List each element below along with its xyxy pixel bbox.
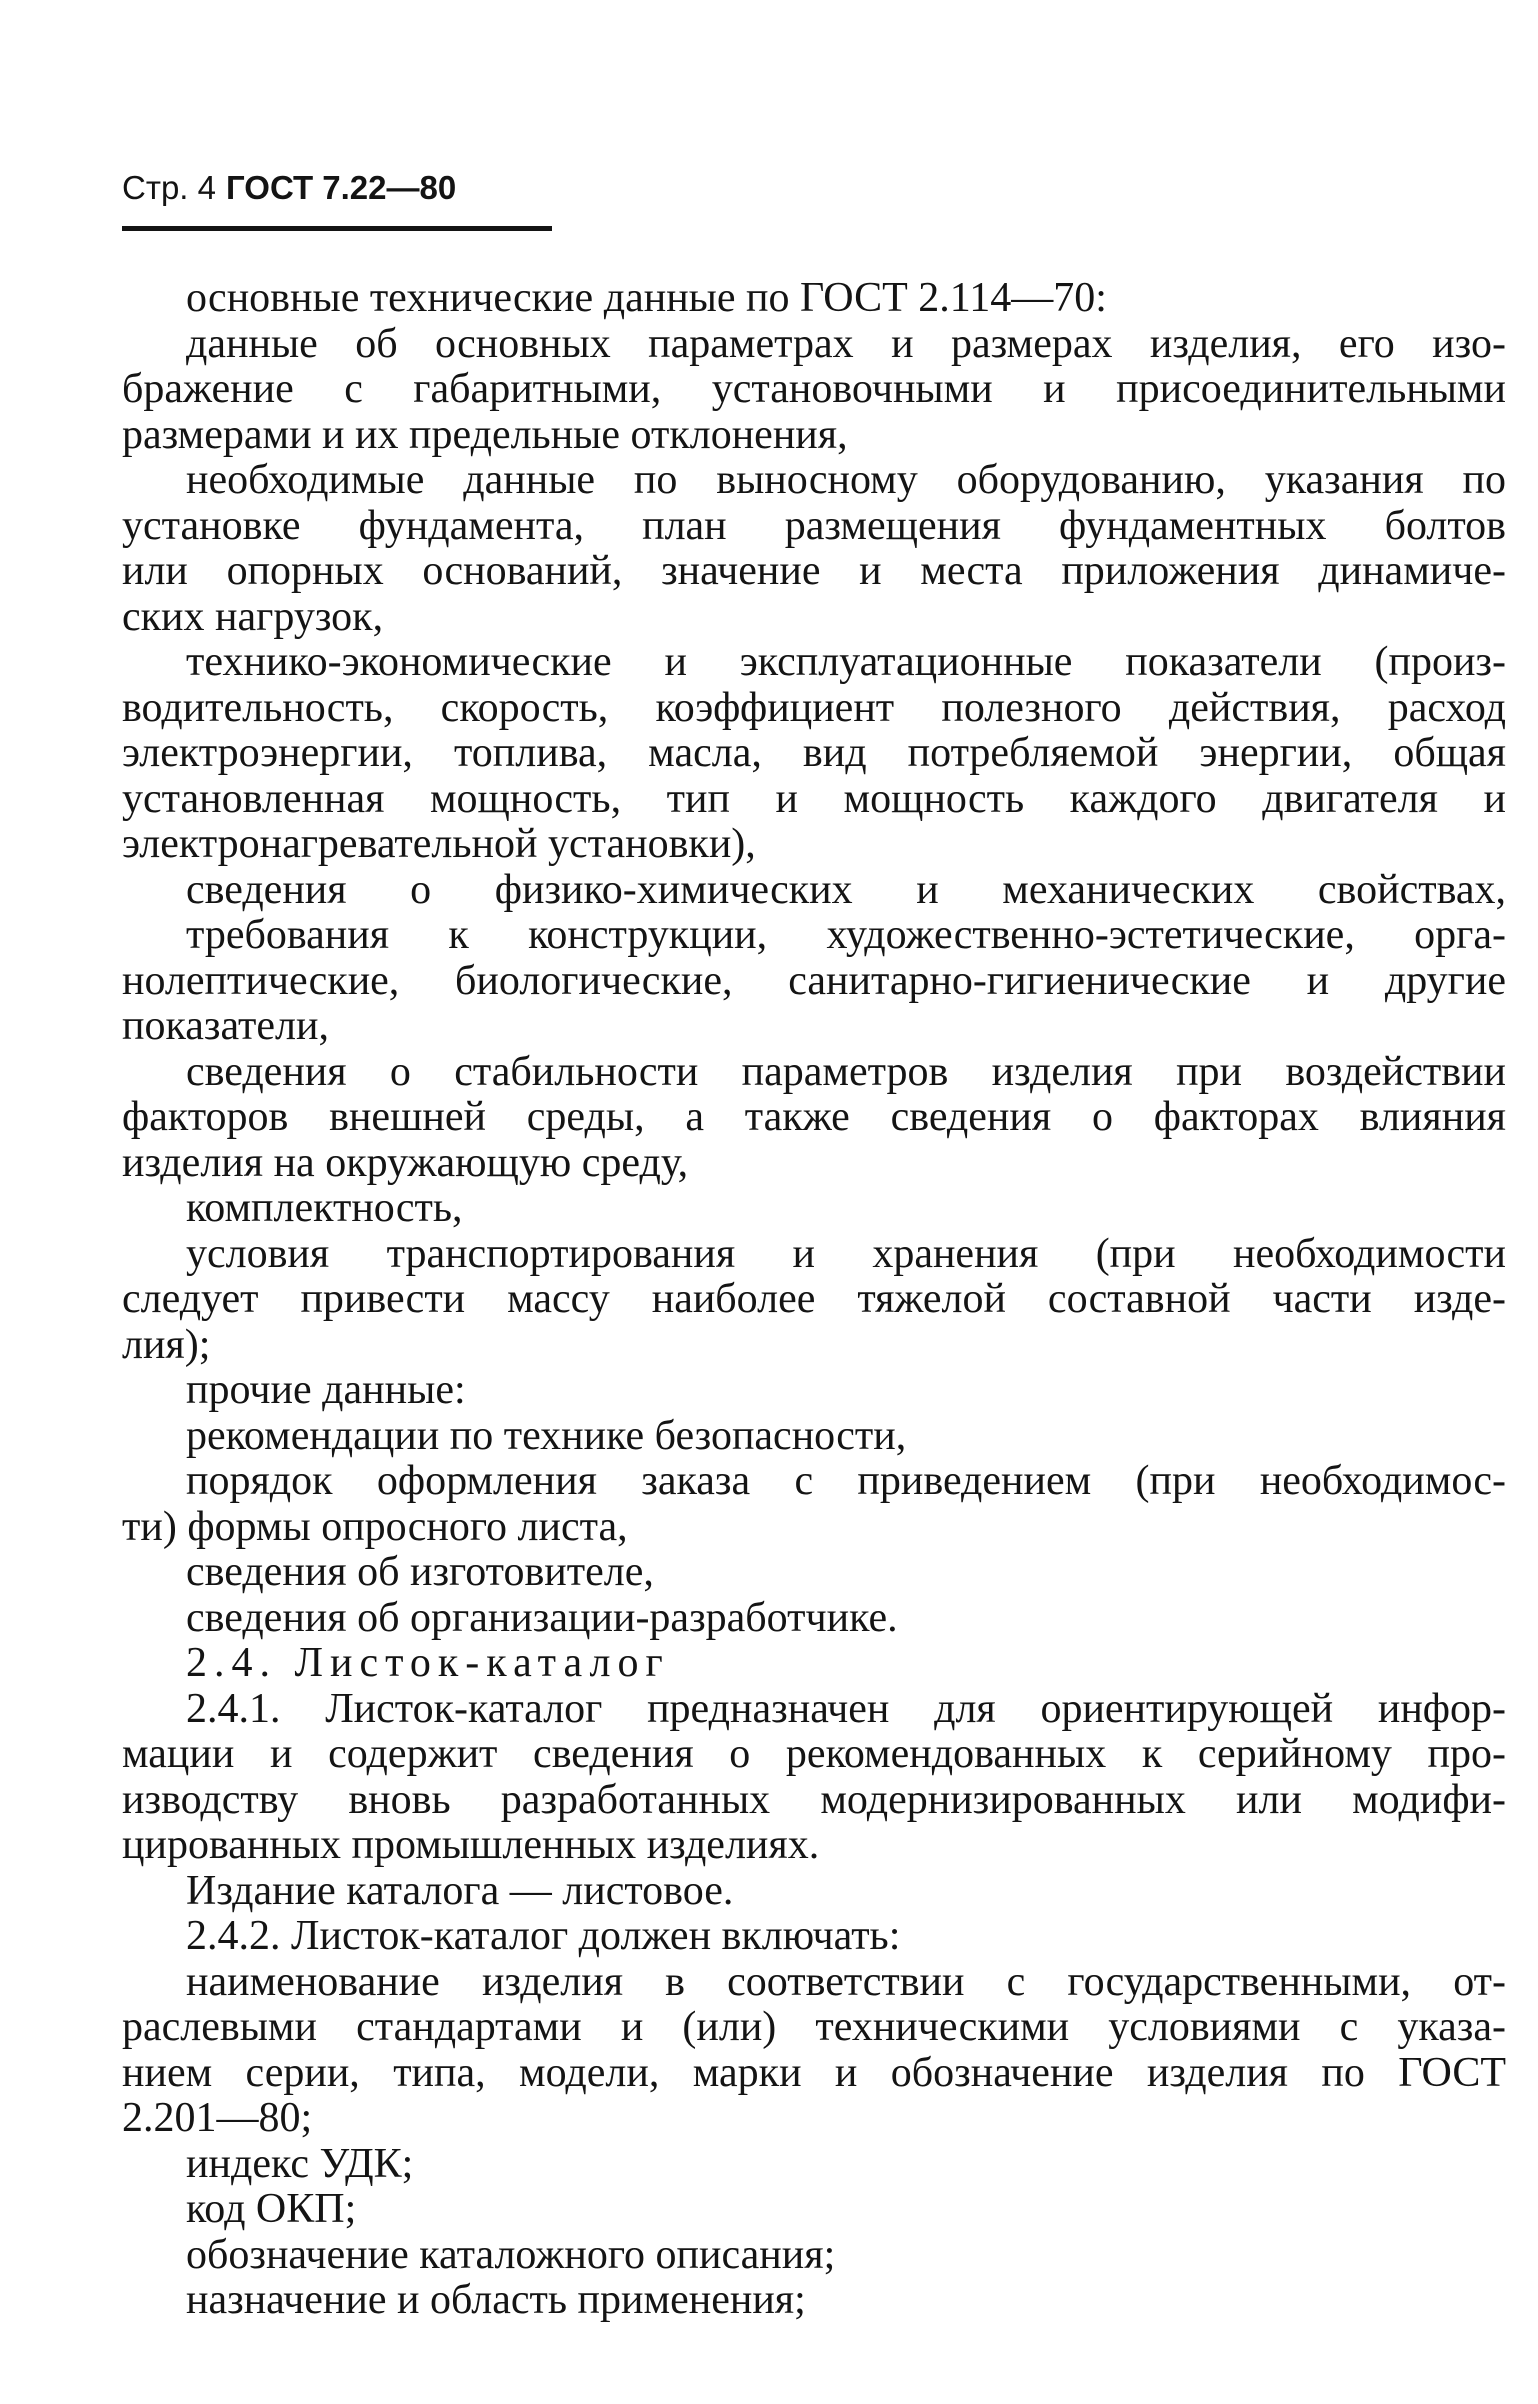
text-line: электроэнергии, топлива, масла, вид потребляемой энергии, общая — [122, 730, 1506, 776]
text-line: факторов внешней среды, а также сведения о факторах влияния — [122, 1094, 1506, 1140]
text-line: Издание каталога — листовое. — [186, 1867, 734, 1914]
text-line: наименование изделия в соответствии с государственными, от- — [186, 1958, 1506, 2005]
body-text — [122, 276, 1506, 2324]
text-line: бражение с габаритными, установочными и присоединительными — [122, 366, 1506, 412]
text-line: мации и содержит сведения о рекомендованных к серийному про- — [122, 1731, 1506, 1777]
text-line: обозначение каталожного описания; — [186, 2231, 836, 2278]
text-line: 2.201—80; — [122, 2095, 313, 2141]
header-rule — [122, 226, 552, 231]
text-line: технико-экономические и эксплуатационные показатели (произ- — [186, 639, 1506, 685]
text-line: необходимые данные по выносному оборудованию, указания по — [186, 457, 1506, 503]
text-line: назначение и область применения; — [186, 2277, 806, 2323]
text-line: 2.4.2. Листок-каталог должен включать: — [186, 1913, 901, 1959]
text-line: рекомендации по технике безопасности, — [186, 1412, 907, 1459]
section-heading: 2.4. Листок-каталог — [186, 1640, 670, 1686]
text-line: цированных промышленных изделиях. — [122, 1822, 820, 1868]
text-line: ских нагрузок, — [122, 593, 384, 640]
text-line: условия транспортирования и хранения (при необходимости — [186, 1230, 1506, 1277]
text-line: установленная мощность, тип и мощность каждого двигателя и — [122, 775, 1506, 822]
text-line: нолептические, биологические, санитарно-гигиенические и другие — [122, 957, 1506, 1004]
text-line: показатели, — [122, 1003, 329, 1049]
page-header — [122, 168, 456, 208]
text-line: электронагревательной установки), — [122, 821, 756, 867]
text-line: комплектность, — [186, 1185, 463, 1231]
text-line: изделия на окружающую среду, — [122, 1139, 689, 1186]
text-line: лия); — [122, 1321, 211, 1368]
text-line: индекс УДК; — [186, 2140, 414, 2187]
standard-designation: ГОСТ 7.22—80 — [226, 169, 457, 206]
text-line: ти) формы опросного листа, — [122, 1503, 628, 1550]
text-line: код ОКП; — [186, 2186, 357, 2232]
text-line: данные об основных параметрах и размерах изделия, его изо- — [186, 320, 1506, 367]
text-line: раслевыми стандартами и (или) техническими условиями с указа- — [122, 2004, 1506, 2050]
text-line: порядок оформления заказа с приведением (при необходимос- — [186, 1458, 1506, 1504]
text-line: изводству вновь разработанных модернизированных или модифи- — [122, 1776, 1506, 1823]
text-line: требования к конструкции, художественно-эстетические, орга- — [186, 912, 1506, 958]
text-line: сведения о стабильности параметров изделия при воздействии — [186, 1048, 1506, 1095]
text-line: сведения об изготовителе, — [186, 1549, 654, 1595]
text-line: сведения о физико-химических и механических свойствах, — [186, 866, 1506, 913]
text-line: сведения об организации-разработчике. — [186, 1594, 898, 1641]
text-line: установке фундамента, план размещения фундаментных болтов — [122, 502, 1506, 549]
text-line: или опорных оснований, значение и места приложения динамиче- — [122, 548, 1506, 594]
text-line: нием серии, типа, модели, марки и обозначение изделия по ГОСТ — [122, 2049, 1506, 2096]
text-line: водительность, скорость, коэффициент полезного действия, расход — [122, 684, 1506, 731]
text-line: 2.4.1. Листок-каталог предназначен для ориентирующей инфор- — [186, 1685, 1506, 1732]
page-number: Стр. 4 — [122, 169, 216, 206]
text-line: прочие данные: — [186, 1367, 466, 1413]
text-line: основные технические данные по ГОСТ 2.114—70: — [186, 275, 1107, 321]
text-line: размерами и их предельные отклонения, — [122, 411, 848, 458]
text-line: следует привести массу наиболее тяжелой составной части изде- — [122, 1276, 1506, 1322]
